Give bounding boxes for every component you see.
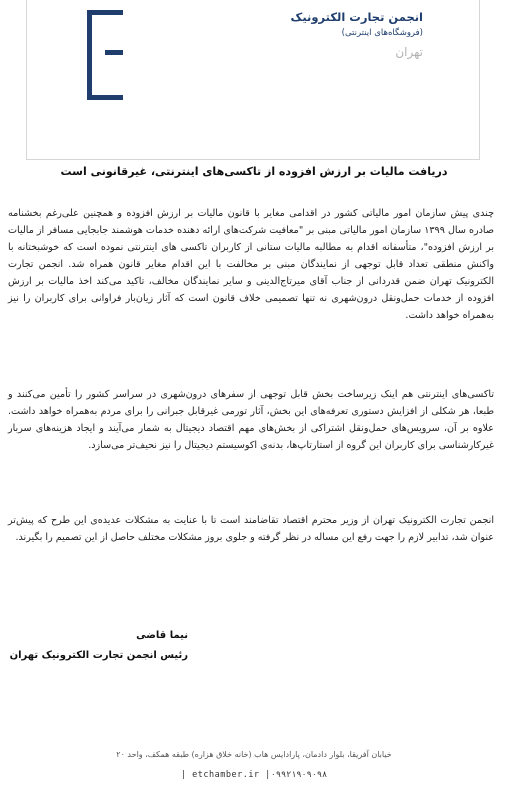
footer-address: خیابان آفریقا، بلوار دادمان، پارادایس هاب (خانه خلاق هزاره) طبقه همکف، واحد ۲۰ [116,750,392,759]
signatory-role: رئیس انجمن تجارت الکترونیک تهران [9,650,188,661]
brand-subtitle: (فروشگاه‌های اینترنتی) [341,28,423,38]
paragraph-1: چندی پیش سازمان امور مالیاتی کشور در اقدامی مغایر با قانون مالیات بر ارزش افزوده و همچنین علی‌رغم بخشنامه صادره سال ۱۳۹۹ سازمان امور مالیاتی مبنی بر "معافیت شرکت‌های ارائه دهنده خدمات هوشمند جابجایی مسافر از مالیات بر ارزش افزوده"، متأسفانه اقدام به مطالبه مالیات ستانی از کاربران تاکسی های اینترنتی نموده است که خوشبختانه با واکنش منطقی تعداد قابل توجهی از نمایندگان مبنی بر مخالفت با این اقدام مغایر قانون همراه شد. انجمن تجارت الکترونیک تهران ضمن قدردانی از جناب آقای میرتاج‌الدینی و سایر نمایندگان مخالف، تاکید می‌کند اخذ مالیات بر ارزش افزوده از خدمات حمل‌ونقل درون‌شهری نه تنها تصمیمی خلاف قانون است که آثار زیان‌بار فراوانی برای کاربران را نیز به‌همراه خواهد داشت. [8,208,494,321]
signatory-name: نیما قاضی [136,630,188,641]
paragraph-2: تاکسی‌های اینترنتی هم اینک زیرساخت بخش قابل توجهی از سفرهای درون‌شهری در سراسر کشور را تأمین می‌کنند و طبعا، هر شکلی از افزایش دستوری تعرفه‌های این بخش، آثار تورمی غیرقابل جبرانی را برای مردم به‌همراه خواهد داشت. علاوه بر آن، سرویس‌های حمل‌ونقل اشتراکی از بخش‌های مهم اقتصاد دیجیتال به شمار می‌آیند و ایجاد هزینه‌های سربار غیرکارشناسی برای کاربران این گروه از استارتاپ‌ها، بدنه‌ی اکوسیستم دیجیتال را نیز نحیف‌تر می‌سازد. [8,389,494,451]
signature-block [10,626,188,666]
footer-contact: | etchamber.ir |۰۹۹۲۱۹۰۹۰۹۸ [180,770,328,780]
document-title: دریافت مالیات بر ارزش افزوده از تاکسی‌های اینترنتی، غیرقانونی است [60,165,448,178]
brand-block [263,8,423,60]
letterhead-frame [26,0,480,160]
chamber-logo-icon [87,10,127,100]
brand-name: انجمن تجارت الکترونیک [290,10,423,24]
brand-city: تهران [395,45,423,59]
paragraph-3: انجمن تجارت الکترونیک تهران از وزیر محترم اقتصاد تقاضامند است تا با عنایت به مشکلات عدیده‌ی این طرح که پیش‌تر عنوان شد، تدابیر لازم را جهت رفع این مساله در نظر گرفته و جلوی بروز مشکلات مختلف حاصل از این تصمیم را بگیرند. [8,515,494,543]
footer [0,748,508,782]
